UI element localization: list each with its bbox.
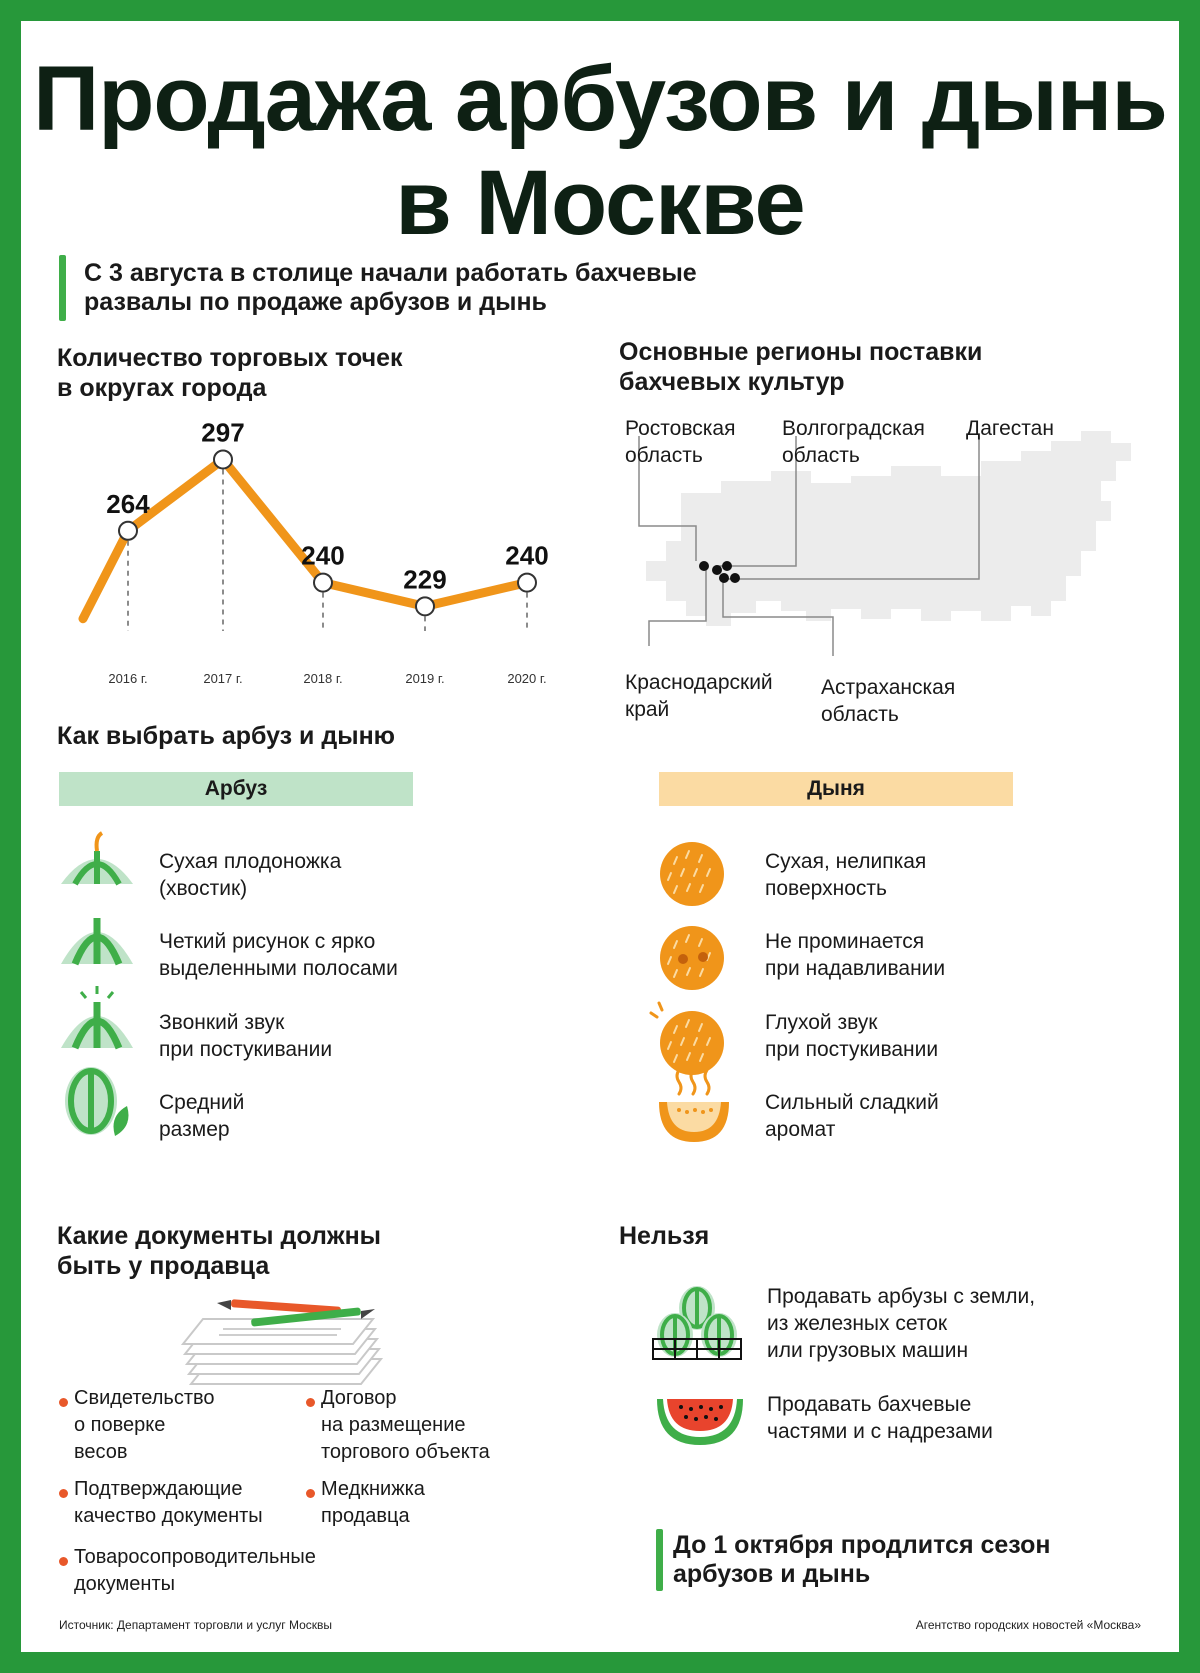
source-text: Источник: Департамент торговли и услуг Москвы	[59, 1618, 332, 1632]
melon-tip-4-line-2: аромат	[765, 1118, 836, 1141]
doc-item-3-line-2: качество документы	[74, 1505, 263, 1527]
doc-item-4	[321, 1476, 425, 1530]
forbidden-heading: Нельзя	[619, 1222, 710, 1250]
bullet-dot	[306, 1489, 315, 1498]
regions-heading	[619, 337, 1139, 397]
bullet-dot	[59, 1557, 68, 1566]
region-dot	[730, 573, 740, 583]
region-krasnodar	[625, 669, 773, 723]
docs-heading	[57, 1221, 557, 1281]
watermelon-tip-2	[159, 928, 398, 982]
doc-item-2	[321, 1385, 490, 1466]
data-point	[518, 574, 536, 592]
forbidden-item-2-line-2: частями и с надрезами	[767, 1420, 993, 1443]
melon-column-header: Дыня	[659, 772, 1013, 806]
watermelon-tip-4-line-2: размер	[159, 1118, 230, 1141]
watermelon-stem-icon	[57, 829, 137, 889]
watermelon-crate-icon	[651, 1283, 743, 1363]
melon-tip-3-line-2: при постукивании	[765, 1038, 939, 1061]
doc-item-4-line-2: продавца	[321, 1505, 410, 1527]
choose-heading: Как выбрать арбуз и дыню	[57, 722, 396, 750]
forbidden-item-1-line-3: или грузовых машин	[767, 1339, 969, 1362]
watermelon-column-header: Арбуз	[59, 772, 413, 806]
watermelon-tip-1-line-2: (хвостик)	[159, 877, 248, 900]
region-krasnodar-line-2: край	[625, 698, 670, 721]
melon-tip-2-line-2: при надавливании	[765, 957, 946, 980]
doc-item-2-line-3: торгового объекта	[321, 1441, 490, 1463]
points-heading-line-1: Количество торговых точек	[57, 344, 403, 372]
region-volgograd-line-2: область	[782, 444, 860, 467]
watermelon-size-icon	[57, 1061, 137, 1141]
doc-item-4-line-1: Медкнижка	[321, 1478, 425, 1500]
region-dot	[699, 561, 709, 571]
melon-tip-4-line-1: Сильный сладкий	[765, 1091, 939, 1114]
region-volgograd-line-1: Волгоградская	[782, 417, 925, 440]
agency-text: Агентство городских новостей «Москва»	[915, 1618, 1141, 1632]
data-point	[119, 522, 137, 540]
forbidden-item-1	[767, 1283, 1035, 1364]
docs-heading-line-1: Какие документы должны	[57, 1222, 382, 1250]
watermelon-slice-icon	[655, 1395, 745, 1447]
bullet-dot	[306, 1398, 315, 1407]
watermelon-tip-1-line-1: Сухая плодоножка	[159, 850, 342, 873]
melon-tip-1	[765, 848, 926, 902]
points-heading-line-2: в округах города	[57, 374, 267, 402]
bullet-dot	[59, 1398, 68, 1407]
melon-tip-1-line-2: поверхность	[765, 877, 887, 900]
forbidden-item-2	[767, 1391, 993, 1445]
regions-heading-line-2: бахчевых культур	[619, 368, 845, 396]
data-label: 297	[201, 417, 245, 448]
footer-accent-bar	[656, 1529, 663, 1591]
region-astrakhan-line-1: Астраханская	[821, 676, 956, 699]
data-point	[416, 597, 434, 615]
doc-item-3	[74, 1476, 263, 1530]
data-label: 240	[301, 540, 345, 571]
watermelon-tip-2-line-2: выделенными полосами	[159, 957, 398, 980]
x-tick-label: 2019 г.	[405, 671, 445, 686]
season-note: До 1 октября продлится сезон арбузов и дынь	[673, 1531, 1051, 1588]
title-line-2: в Москве	[395, 152, 805, 254]
melon-tip-2-line-1: Не проминается	[765, 930, 925, 953]
region-dot	[719, 573, 729, 583]
doc-item-1-line-3: весов	[74, 1441, 128, 1463]
doc-item-1-line-2: о поверке	[74, 1414, 166, 1436]
x-tick-label: 2017 г.	[203, 671, 243, 686]
data-label: 240	[505, 540, 549, 571]
melon-tip-3	[765, 1009, 938, 1063]
watermelon-stripes-icon	[57, 906, 137, 966]
melon-tip-4	[765, 1089, 939, 1143]
doc-item-1-line-1: Свидетельство	[74, 1387, 215, 1409]
doc-item-5-line-1: Товаросопроводительные	[74, 1546, 316, 1568]
data-label: 264	[106, 488, 150, 519]
region-astrakhan-line-2: область	[821, 703, 899, 726]
region-dot	[722, 561, 732, 571]
watermelon-tip-1	[159, 848, 341, 902]
page-title	[21, 47, 1179, 255]
x-tick-label: 2020 г.	[507, 671, 547, 686]
lead-text: С 3 августа в столице начали работать бахчевые развалы по продаже арбузов и дынь	[84, 259, 697, 316]
melon-tip-1-line-1: Сухая, нелипкая	[765, 850, 927, 873]
melon-surface-icon	[657, 839, 727, 909]
x-tick-label: 2018 г.	[303, 671, 343, 686]
doc-item-2-line-1: Договор	[321, 1387, 397, 1409]
series-line	[83, 459, 527, 618]
region-rostov-line-1: Ростовская	[625, 417, 736, 440]
x-tick-label: 2016 г.	[108, 671, 148, 686]
watermelon-tip-4	[159, 1089, 244, 1143]
melon-tip-3-line-1: Глухой звук	[765, 1011, 878, 1034]
melon-tip-2	[765, 928, 945, 982]
region-dot	[712, 565, 722, 575]
watermelon-tip-2-line-1: Четкий рисунок с ярко	[159, 930, 376, 953]
region-dagestan: Дагестан	[966, 417, 1054, 440]
data-label: 229	[403, 564, 447, 595]
watermelon-sound-icon	[57, 986, 137, 1050]
doc-item-3-line-1: Подтверждающие	[74, 1478, 243, 1500]
region-krasnodar-line-1: Краснодарский	[625, 671, 773, 694]
docs-heading-line-2: быть у продавца	[57, 1252, 270, 1280]
points-line-chart	[21, 417, 581, 701]
infographic-page	[21, 21, 1179, 1652]
region-rostov-line-2: область	[625, 444, 703, 467]
watermelon-tip-3	[159, 1009, 332, 1063]
title-line-1: Продажа арбузов и дынь	[33, 48, 1167, 150]
documents-pens-icon	[161, 1289, 401, 1399]
bullet-dot	[59, 1489, 68, 1498]
watermelon-tip-3-line-1: Звонкий звук	[159, 1011, 285, 1034]
melon-aroma-icon	[657, 1066, 737, 1146]
melon-press-icon	[657, 923, 727, 993]
points-heading	[57, 343, 537, 403]
forbidden-item-1-line-2: из железных сеток	[767, 1312, 948, 1335]
doc-item-5-line-2: документы	[74, 1573, 175, 1595]
doc-item-1	[74, 1385, 215, 1466]
region-astrakhan	[821, 674, 955, 728]
watermelon-tip-3-line-2: при постукивании	[159, 1038, 333, 1061]
region-volgograd	[782, 415, 925, 469]
lead-accent-bar	[59, 255, 66, 321]
watermelon-tip-4-line-1: Средний	[159, 1091, 245, 1114]
forbidden-item-1-line-1: Продавать арбузы с земли,	[767, 1285, 1036, 1308]
forbidden-item-2-line-1: Продавать бахчевые	[767, 1393, 972, 1416]
data-point	[314, 574, 332, 592]
regions-heading-line-1: Основные регионы поставки	[619, 338, 983, 366]
doc-item-5	[74, 1544, 316, 1598]
region-rostov	[625, 415, 735, 469]
data-point	[214, 450, 232, 468]
doc-item-2-line-2: на размещение	[321, 1414, 466, 1436]
